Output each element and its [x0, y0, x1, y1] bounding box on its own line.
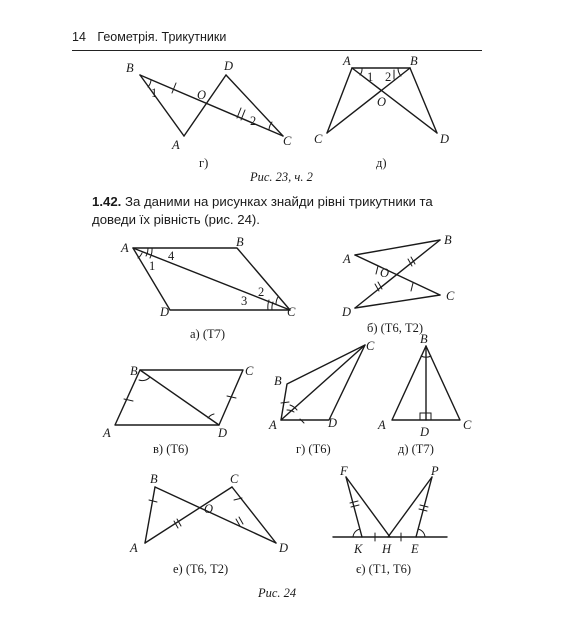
fig24a-label-B: B — [236, 235, 244, 249]
fig24b-label-C: C — [446, 289, 455, 303]
fig24a-label-C: C — [287, 305, 296, 319]
fig24d-label-D: D — [420, 425, 430, 439]
figure-23-g — [126, 59, 292, 170]
fig23g-label-A: A — [172, 138, 180, 152]
fig24e-label-D: D — [279, 541, 289, 555]
fig24v-label-C: C — [245, 364, 254, 378]
fig23g-label-D: D — [224, 59, 234, 73]
fig23-caption: Рис. 23, ч. 2 — [250, 170, 313, 184]
fig24ye-label-H: H — [382, 542, 392, 556]
fig24g-label-A: A — [269, 418, 277, 432]
fig23g-angle-2: 2 — [250, 114, 257, 128]
fig24a-label-D: D — [160, 305, 170, 319]
fig23d-angle-1: 1 — [367, 70, 374, 84]
fig24e-label-B: B — [150, 472, 158, 486]
fig24ye-label-P: P — [431, 464, 439, 478]
fig24d-label-C: C — [463, 418, 472, 432]
figure-24-e — [129, 472, 288, 576]
figure-24-b — [341, 233, 455, 335]
fig24a-angle-4: 4 — [168, 249, 175, 263]
fig24v-label-A: A — [103, 426, 111, 440]
fig24-caption: Рис. 24 — [258, 586, 297, 600]
fig24a-label-A: A — [121, 241, 129, 255]
fig24e-label-O: O — [204, 502, 214, 516]
page-number: 14 — [72, 30, 86, 44]
figure-24-v — [102, 364, 254, 456]
fig24e-label-C: C — [230, 472, 239, 486]
fig24a-caption: а) (Т7) — [190, 327, 226, 341]
fig24b-label-D: D — [342, 305, 352, 319]
figure-23-d — [314, 54, 449, 170]
fig24ye-label-F: F — [340, 464, 348, 478]
fig23d-label-C: C — [314, 132, 323, 146]
problem-number: 1.42. — [92, 194, 122, 209]
fig24b-label-A: A — [343, 252, 351, 266]
fig24e-caption: е) (Т6, Т2) — [173, 562, 229, 576]
fig24ye-caption: є) (Т1, Т6) — [356, 562, 411, 576]
fig23d-label-B: B — [410, 54, 418, 68]
fig24b-label-B: B — [444, 233, 452, 247]
problem-text: За даними на рисунках знайди рівні трикутники та доведи їх рівність (рис. 24). — [92, 194, 433, 227]
fig24g-label-D: D — [328, 416, 338, 430]
fig24d-label-B: B — [420, 332, 428, 346]
figure-24-g2 — [268, 339, 375, 456]
fig24ye-label-E: E — [411, 542, 419, 556]
fig23g-angle-1: 1 — [151, 86, 158, 100]
header-title: Геометрія. Трикутники — [97, 30, 227, 44]
fig24g-label-B: B — [274, 374, 282, 388]
figure-24-a — [120, 235, 296, 341]
fig24g-label-C: C — [366, 339, 375, 353]
fig23g-label-C: C — [283, 134, 292, 148]
fig24v-caption: в) (Т6) — [153, 442, 189, 456]
fig24b-caption: б) (Т6, Т2) — [367, 321, 423, 335]
fig24v-label-B: B — [130, 364, 138, 378]
fig23g-label-O: O — [197, 88, 207, 102]
fig24b-label-O: O — [380, 266, 390, 280]
fig24d-caption: д) (Т7) — [398, 442, 434, 456]
fig24a-angle-1: 1 — [149, 259, 156, 273]
fig24a-angle-2: 2 — [258, 285, 265, 299]
fig23d-angle-2: 2 — [385, 70, 392, 84]
fig24v-label-D: D — [218, 426, 228, 440]
fig24g-caption: г) (Т6) — [296, 442, 331, 456]
fig23d-label-A2: A — [343, 54, 351, 68]
figure-24-d — [377, 332, 472, 456]
fig24ye-label-K: K — [354, 542, 363, 556]
fig24a-angle-3: 3 — [241, 294, 248, 308]
fig23d-label-D: D — [440, 132, 450, 146]
fig23d-caption: д) — [376, 156, 387, 170]
fig23g-label-B: B — [126, 61, 134, 75]
figure-24-ye — [333, 464, 447, 576]
fig23d-label-O: O — [377, 95, 387, 109]
fig23g-caption: г) — [199, 156, 209, 170]
fig24e-label-A: A — [130, 541, 138, 555]
fig24d-label-A: A — [378, 418, 386, 432]
